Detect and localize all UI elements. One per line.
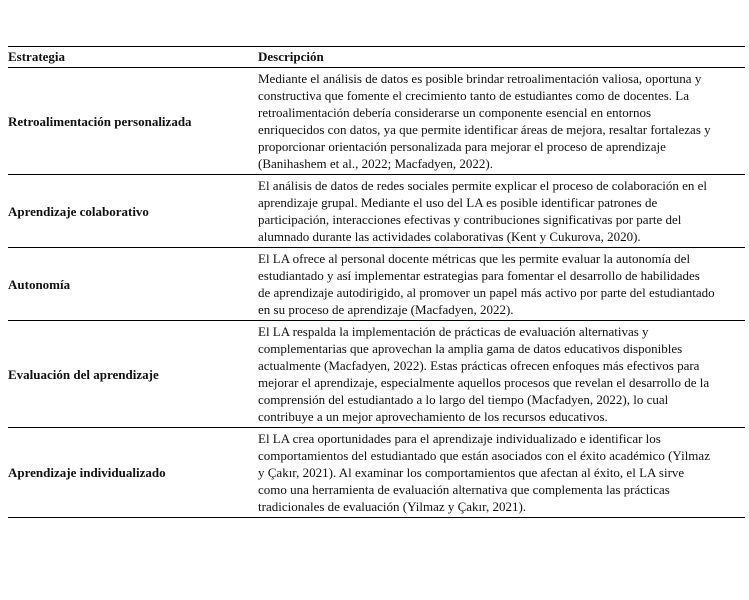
table-row	[8, 248, 745, 321]
strategy-cell: Evaluación del aprendizaje	[8, 366, 159, 382]
strategy-cell: Retroalimentación personalizada	[8, 113, 192, 129]
table-row	[8, 175, 745, 248]
description-cell: El LA ofrece al personal docente métricas que les permite evaluar la autonomía del estudiantado y así implementar estrategias para fomentar el desarrollo de habilidades de aprendizaje autodirigido, al promover un papel más activo por parte del estudiantado en su proceso de aprendizaje (Macfadyen, 2022).	[258, 251, 715, 317]
table-row	[8, 321, 745, 428]
table-row	[8, 428, 745, 518]
column-header-descripcion: Descripción	[258, 47, 745, 68]
description-cell: El LA crea oportunidades para el aprendizaje individualizado e identificar los comportamientos del estudiantado que están asociados con el éxito académico (Yilmaz y Çakır, 2021). Al examinar los comportamientos que afectan al éxito, el LA sirve como una herramienta de evaluación alternativa que complementa las prácticas tradicionales de evaluación (Yilmaz y Çakır, 2021).	[258, 431, 710, 514]
table-row	[8, 68, 745, 175]
description-cell: Mediante el análisis de datos es posible brindar retroalimentación valiosa, oportuna y constructiva que fomente el crecimiento tanto de estudiantes como de docentes. La retroalimentación debería considerarse un componente esencial en entornos enriquecidos con datos, ya que permite identificar áreas de mejora, resaltar fortalezas y proporcionar orientación personalizada para mejorar el proceso de aprendizaje (Banihashem et al., 2022; Macfadyen, 2022).	[258, 71, 711, 171]
table-header	[8, 47, 745, 68]
strategies-table	[8, 46, 745, 518]
header-row	[8, 47, 745, 68]
description-cell: El LA respalda la implementación de prácticas de evaluación alternativas y complementarias que aprovechan la amplia gama de datos educativos disponibles actualmente (Macfadyen, 2022). Estas prácticas ofrecen enfoques más efectivos para mejorar el aprendizaje, especialmente aquellos procesos que revelan el desarrollo de la comprensión del estudiantado a lo largo del tiempo (Macfadyen, 2022), lo cual contribuye a un mejor aprovechamiento de los recursos educativos.	[258, 324, 710, 424]
strategy-cell: Aprendizaje colaborativo	[8, 203, 149, 219]
column-header-estrategia: Estrategia	[8, 47, 258, 68]
strategy-cell: Autonomía	[8, 276, 71, 292]
description-cell: El análisis de datos de redes sociales permite explicar el proceso de colaboración en el aprendizaje grupal. Mediante el uso del LA es posible identificar patrones de participación, interacciones efectivas y contribuciones significativas por parte del alumnado durante las actividades colaborativas (Kent y Cukurova, 2020).	[258, 178, 708, 244]
strategy-cell: Aprendizaje individualizado	[8, 465, 166, 480]
table-body	[8, 68, 745, 518]
